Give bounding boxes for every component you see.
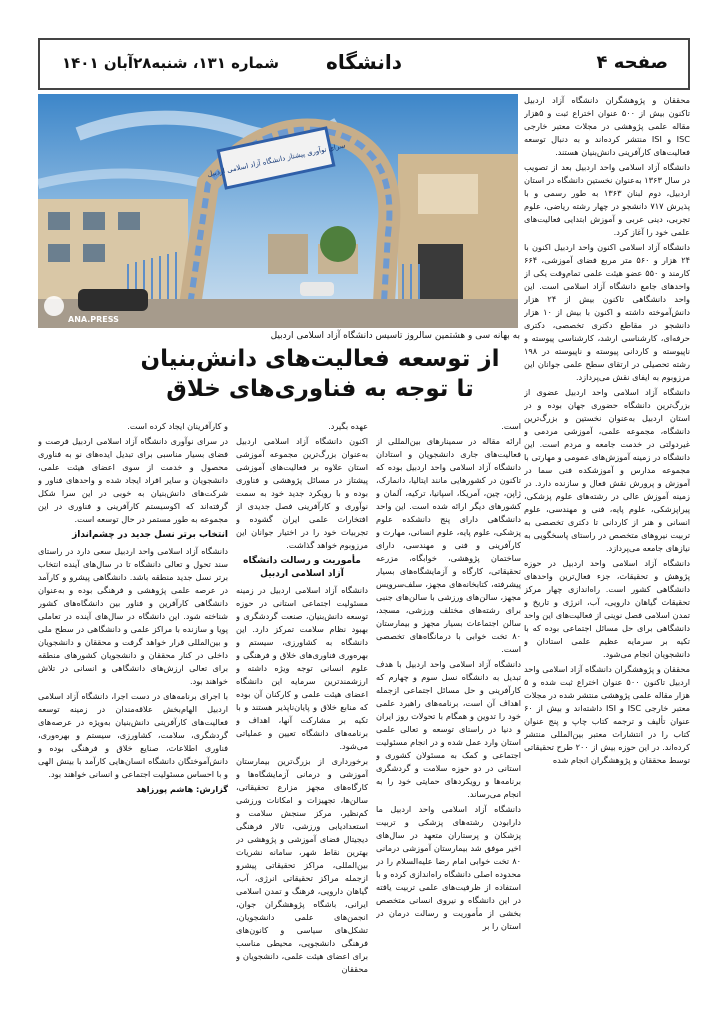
paragraph: است.	[501, 421, 521, 431]
article-column-1	[524, 94, 690, 994]
paragraph: دانشگاه آزاد اسلامی واحد اردبیل ما دارابودن رشته‌های پزشکی و تربیت پزشکان و پرستاران متعهد در سال‌های اخیر موفق شد بیمارستان آموزشی درمانی ۸۰ تخت خوابی امام رضا علیه‌السلام را در محدوده اصلی دانشگاه راه‌اندازی کرده و با استفاده از ظرفیت‌های علمی تربیت یافته در این دانشگاه و نیروی انسانی متخصص بخشی از مأموریت و رسالت درمان در استان را بر	[376, 804, 521, 931]
paragraph: دانشگاه آزاد اسلامی واحد اردبیل با هدف تبدیل به دانشگاه نسل سوم و چهارم که کارآفرینی و حل مسائل اجتماعی ازجمله اهداف آن است، برنامه‌های راهبرد علمی خود را تدوین و همگام با تحولات روز ایران و دنیا در راستای توسعه و تعالی علمی استان وارد عمل شده و در انجام مسئولیت اجتماعی و کمک به مسئولان کشوری و استانی در دو حوزه سلامت و گردشگری برنامه‌ها و رویکردهای حمایتی خود را به انجام می‌رساند.	[376, 659, 521, 799]
article-photo	[38, 94, 518, 328]
subheading: مأموریت و رسالت دانشگاه آزاد اسلامی اردبیل	[243, 556, 361, 579]
subheading: انتخاب برتر نسل جدید در چشم‌انداز	[72, 530, 228, 540]
paragraph: دانشگاه آزاد اسلامی واحد اردبیل در حوزه پژوهش و تحقیقات، جزء فعال‌ترین واحدهای دانشگاهی کشور است. راه‌اندازی چهار مرکز تحقیقات گیاهان دارویی، آب، انرژی و تاریخ و تمدن اسلامی فصل نوینی از فعالیت‌های این واحد دانشگاهی برای حل مسائل اجتماعی بوده که با تکیه بر سرمایه عظیم علمی استادان و دانشجویان انجام می‌شود.	[524, 558, 690, 659]
paragraph: دانشگاه آزاد اسلامی اکنون واحد اردبیل اکنون با ۲۴ هزار و ۵۶۰ متر مربع فضای آموزشی، ۶۶۴ کارمند و ۵۵۰ عضو هیئت علمی تمام‌وقت یکی از واحدهای جامع دانشگاه آزاد اسلامی است. این واحد دانشگاهی تاکنون بیش از ۲۴ هزار دانش‌آموخته داشته و اکنون با بیش از ۱۰ هزار دانشجو در مقاطع دکتری تخصصی، دکتری حرفه‌ای، کارشناسی ارشد، کارشناسی پیوسته و ناپیوسته و کاردانی پیوسته و ناپیوسته در ۱۹۸ رشته تحصیلی در ارتقای سطح علمی جوانان این مرزوبوم به ایفای نقش می‌پردازد.	[524, 242, 690, 382]
article-column-4	[38, 420, 228, 994]
article-column-3	[236, 420, 368, 994]
paragraph: ارائه مقاله در سمینارهای بین‌المللی از فعالیت‌های جاری دانشجویان و استادان دانشگاه آزاد اسلامی واحد اردبیل بوده که تاکنون در کشورهایی مانند ایتالیا، دانمارک، ژاپن، چین، آمریکا، اسپانیا، ترکیه، آلمان و کشورهای دیگر ارائه شده است. این واحد دانشگاهی دارای پنج دانشکده علوم پزشکی، علوم پایه، علوم انسانی، مهارت و کارآفرینی و فنی و مهندسی، دارای ساختمان پژوهشی، خوابگاه، مزرعه تحقیقاتی، کارگاه و آزمایشگاه‌های بسیار پیشرفته، کتابخانه‌های مجهز، سلف‌سرویس مجهز، سالن‌های ورزشی با سالن‌های جنبی برای رشته‌های مختلف ورزشی، مسجد، سالن اجتماعات بسیار مجهز و بیمارستان ۸۰ تخت خوابی با درمانگاه‌های تخصصی است.	[376, 436, 521, 654]
paragraph: محققان و پژوهشگران دانشگاه آزاد اردبیل تاکنون بیش از ۵۰۰ عنوان اختراع ثبت و ۵هزار مقاله علمی پژوهشی در مجلات معتبر خارجی ISC و ISI منتشر کرده‌اند و به دنبال توسعه فعالیت‌های کارآفرینی دانش‌بنیان هستند.	[524, 95, 690, 157]
page-number: صفحه ۴	[596, 52, 668, 73]
gate-sign-text: سرای نوآوری پیشتاز دانشگاه آزاد اسلامی اردبیل	[206, 141, 347, 179]
paragraph: با اجرای برنامه‌های در دست اجرا، دانشگاه آزاد اسلامی اردبیل الهام‌بخش علاقه‌مندان در زمینه توسعه فعالیت‌های کارآفرینی دانش‌بنیان به‌ویژه در عرصه‌های گردشگری، سلامت، کشاورزی، سیستم و بهره‌وری، فناوری اطلاعات، صنایع خلاق و فرهنگی بوده و دانش‌آموختگان دانشگاه انسان‌هایی کارآمد با بینش الهی و با احساس مسئولیت اجتماعی و انسانی خواهند بود.	[38, 691, 228, 779]
photo-caption: به بهانه سی و هشتمین سالروز تاسیس دانشگاه آزاد اسلامی اردبیل	[270, 331, 520, 341]
paragraph: محققان و پژوهشگران دانشگاه آزاد اسلامی واحد اردبیل تاکنون ۵۰۰ عنوان اختراع ثبت شده و ۵ هزار مقاله علمی پژوهشی منتشر شده در مجلات معتبر خارجی ISC و ISI داشته‌اند و بیش از ۶۰ عنوان تألیف و ترجمه کتاب چاپ و پنج عنوان کتاب را در انتشارات معتبر بین‌المللی منتشر کرده‌اند. در این حوزه بیش از ۲۰۰ طرح تحقیقاتی توسط محققان و پژوهشگران انجام شده	[524, 664, 690, 765]
article-headline	[120, 344, 520, 404]
paragraph: برخورداری از بزرگ‌ترین بیمارستان آموزشی و درمانی آزمایشگاه‌ها و کارگاه‌های مجهز مزارع تحقیقاتی، سالن‌ها، تجهیزات و امکانات ورزشی کم‌نظیر، مرکز سنجش سلامت و استعدادیابی ورزشی، تالار فرهنگی دیجیتال فضای آموزشی و پژوهشی در بهترین نقاط شهر، سامانه نشریات بین‌المللی، مراکز تحقیقاتی پیشرو ازجمله مراکز تحقیقاتی انرژی، آب، گیاهان دارویی، فرهنگ و تمدن اسلامی ایرانی، باشگاه پژوهشگران جوان، انجمن‌های علمی دانشجویان، تشکل‌های سیاسی و کانون‌های فرهنگی دانشجویی، محیطی مناسب برای اعضای هیئت علمی، دانشجویان و محققان	[236, 756, 368, 974]
issue-date: شماره ۱۳۱، شنبه۲۸آبان ۱۴۰۱	[62, 54, 280, 72]
paragraph: عهده بگیرد.	[328, 421, 368, 431]
paragraph: دانشگاه آزاد اسلامی اردبیل در زمینه مسئولیت اجتماعی استانی در حوزه توسعه دانش‌بنیان، صنعت گردشگری و بهبود نظام سلامت تمرکز دارد. این دانشگاه به کشاورزی، سیستم و بهره‌وری فناوری‌های خلاق و فرهنگی و علوم انسانی توجه ویژه داشته و ارزشمندترین سرمایه این دانشگاه اعضای هیئت علمی و کارکنان آن بوده که منابع خلاق و پایان‌ناپذیر هستند و با تکیه بر مشارکت آنها، اهداف و برنامه‌های دانشگاه تعیین و عملیاتی می‌شود.	[236, 585, 368, 751]
ana-logo-icon	[44, 296, 64, 316]
article-column-2	[376, 420, 521, 994]
section-title: دانشگاه	[326, 50, 402, 74]
headline-line-2: تا توجه به فناوری‌های خلاق	[166, 376, 474, 402]
paragraph: در سرای نوآوری دانشگاه آزاد اسلامی اردبیل فرصت و فضای بسیار مناسبی برای تبدیل ایده‌های نو به فناوری محصول و خدمت از سوی اعضای هیئت علمی، دانشجویان و سایر افراد ایجاد شده و واحدهای فناور و شرکت‌های دانش‌بنیان به خوبی در این سرا شکل گرفته‌اند که اکوسیستم کارآفرینی و فناوری در این مجموعه به طور مستمر در حال توسعه است.	[38, 436, 228, 524]
paragraph: و کارآفرینان ایجاد کرده است.	[127, 421, 228, 431]
paragraph: اکنون دانشگاه آزاد اسلامی اردبیل به‌عنوان بزرگ‌ترین مجموعه آموزشی استان علاوه بر فعالیت‌های آموزشی پیشتاز در مسائل پژوهشی و فناوری بوده و با رویکرد جدید خود به سمت نوآوری و کارآفرینی فصل جدیدی از افتخارات علمی ایران گشوده و تجربیات خود را در اختیار جوانان این مرزوبوم خواهد گذاشت.	[236, 436, 368, 550]
paragraph: دانشگاه آزاد اسلامی واحد اردبیل بعد از تصویب در سال ۱۳۶۳ به‌عنوان نخستین دانشگاه در استان اردبیل، دوم لبنان ۱۳۶۳ به طور رسمی و با پذیرش ۷۱۷ دانشجو در چهار رشته ریاضی، علوم تجربی، دینی عربی و آموزش ابتدایی فعالیت‌های علمی خود را آغاز کرد.	[524, 162, 690, 237]
author-credit: گزارش: هاشم پورزاهد	[136, 784, 228, 794]
headline-line-1: از توسعه فعالیت‌های دانش‌بنیان	[140, 346, 500, 372]
paragraph: دانشگاه آزاد اسلامی واحد اردبیل سعی دارد در راستای سند تحول و تعالی دانشگاه تا در سال‌های آینده انتخاب برتر نسل جدید منطقه باشد. دانشگاهی پیشرو و کارآمد در عرصه علمی پژوهشی و فرهنگی بوده و به‌عنوان دانشگاهی کارآفرین و فناور بین دانشگاه‌های کشور شناخته شود. این دانشگاه در سال‌های آینده در تعاملی پویا و سازنده با مراکز علمی و دانشگاهی در سطح ملی و بین‌المللی قرار خواهد گرفت و محققان و دانشجویان داخلی در کنار محققان و دانشجویان کشورهای منطقه برای تعالی ارزش‌های دانشگاهی و انسانی در تلاش خواهند بود.	[38, 546, 228, 686]
paragraph: دانشگاه آزاد اسلامی واحد اردبیل عضوی از بزرگ‌ترین دانشگاه حضوری جهان بوده و در استان اردبیل به‌عنوان نخستین و بزرگ‌ترین دانشگاه، مجموعه علمی، آموزشی مردمی و غیردولتی در خدمت جامعه و مردم است. این دانشگاه در زمینه آموزش‌های عمومی و مهارتی با مجموعه مدارس و آموزشکده فنی سما در آموزش و پرورش نقش فعال و سازنده دارد. در زمینه آموزش عالی در رشته‌های علوم پزشکی، پیراپزشکی، علوم پایه، فنی و مهندسی، علوم انسانی و هنر از کاردانی تا دکتری تخصصی به تربیت نیروهای متخصص در راستای پاسخگویی به نیازهای جامعه می‌پردازد.	[524, 387, 690, 553]
photo-watermark: ANA.PRESS	[68, 315, 119, 324]
page-header	[38, 38, 690, 90]
